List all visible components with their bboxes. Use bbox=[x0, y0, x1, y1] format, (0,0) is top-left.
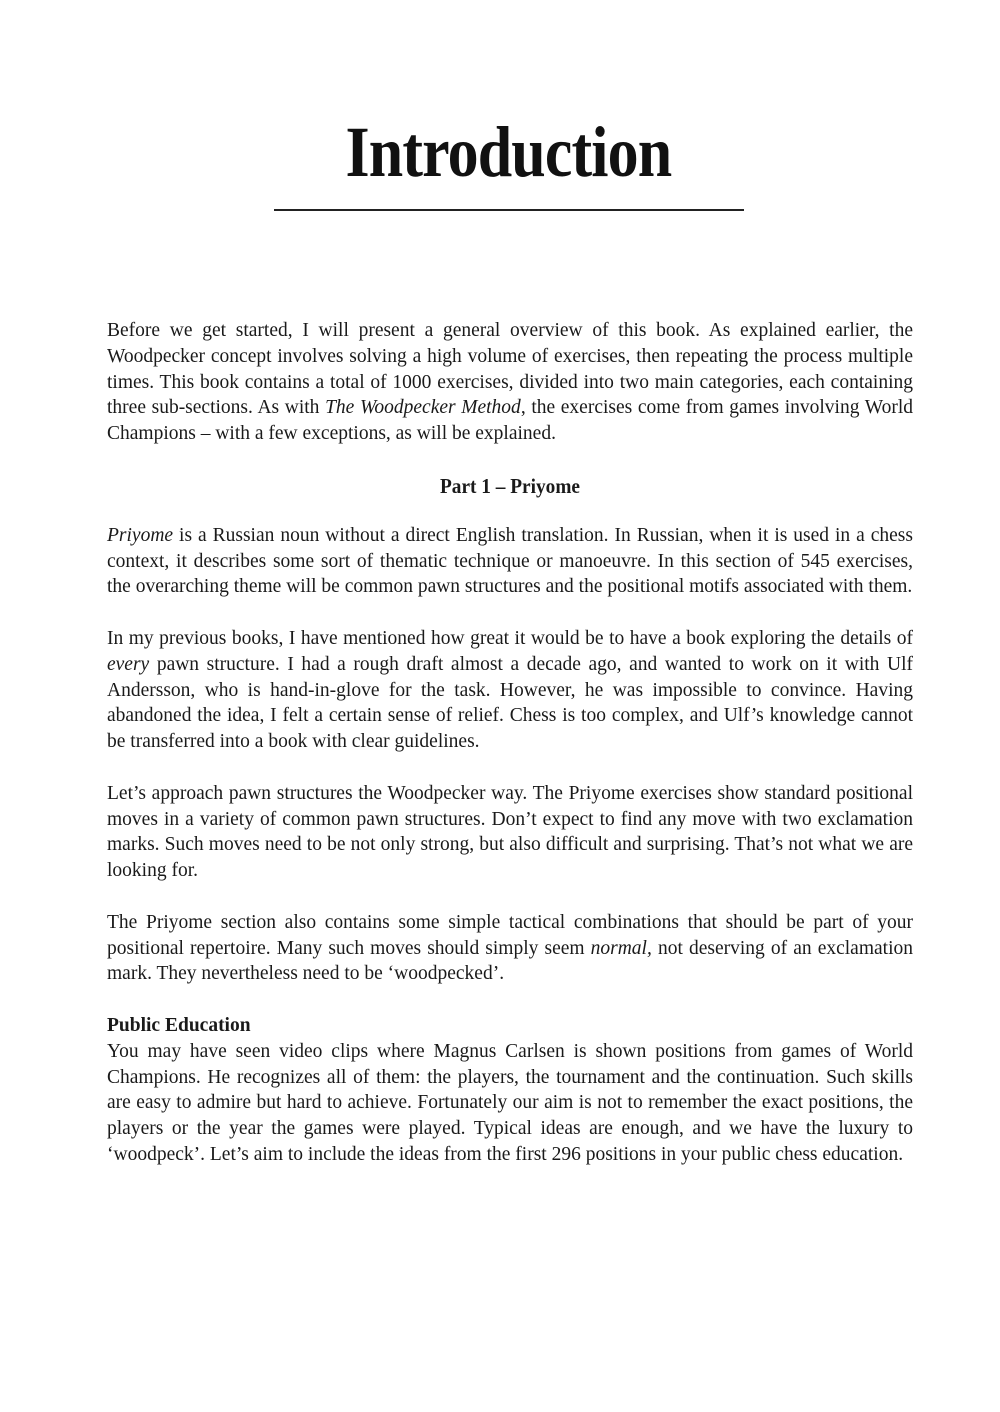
section-public-education bbox=[107, 1013, 913, 1168]
part-1-heading: Part 1 – Priyome bbox=[439, 473, 581, 498]
paragraph-overview-text-a: Before we get started, I will present a general overview of this book. As explained earlier, the Woodpecker concept involves solving a high volume of exercises, then repeating the process multiple times. This book contains a total of 1000 exercises, divided into two main categories, each containing three sub-sections. As with bbox=[107, 320, 913, 419]
paragraph-previous-books bbox=[107, 626, 913, 755]
chapter-body bbox=[107, 318, 913, 1168]
paragraph-tactical-combinations-text-a: The Priyome section also contains some simple tactical combinations that should be part of your positional repertoire. Many such moves should simply seem bbox=[107, 911, 913, 959]
paragraph-previous-books-text-b: pawn structure. I had a rough draft almost a decade ago, and wanted to work on it with Ulf Andersson, who is hand-in-glove for the task. However, he was impossible to convince. Having abandoned the idea, I felt a certain sense of relief. Chess is too complex, and Ulf’s knowledge cannot be transferred into a book with clear guidelines. bbox=[107, 653, 913, 753]
paragraph-overview bbox=[107, 318, 913, 447]
book-title-reference: The Woodpecker Method bbox=[325, 397, 521, 419]
title-underline bbox=[274, 209, 744, 211]
paragraph-previous-books-text-a: In my previous books, I have mentioned how great it would be to have a book exploring the details of bbox=[107, 627, 913, 649]
public-education-heading: Public Education bbox=[107, 1014, 251, 1036]
normal-emphasis: normal, bbox=[590, 937, 652, 959]
paragraph-woodpecker-way: Let’s approach pawn structures the Woodpecker way. The Priyome exercises show standard positional moves in a variety of common pawn structures. Don’t expect to find any move with two exclamation marks. Such moves need to be not only strong, but also difficult and surprising. That’s not what we are looking for. bbox=[107, 782, 913, 882]
paragraph-tactical-combinations bbox=[107, 910, 913, 987]
paragraph-tactical-combinations-text-b: not deserving of an exclamation mark. They nevertheless need to be ‘woodpecked’. bbox=[107, 937, 913, 985]
priyome-term: Priyome bbox=[107, 524, 174, 546]
paragraph-overview-text-b: , the exercises come from games involving World Champions – with a few exceptions, as will be explained. bbox=[107, 397, 914, 445]
paragraph-public-education: You may have seen video clips where Magnus Carlsen is shown positions from games of World Champions. He recognizes all of them: the players, the tournament and the continuation. Such skills are easy to admire but hard to achieve. Fortunately our aim is not to remember the exact positions, the players or the year the games were played. Typical ideas are enough, and we have the luxury to ‘woodpeck’. Let’s aim to include the ideas from the first 296 positions in your public chess education. bbox=[107, 1040, 913, 1165]
paragraph-priyome-definition-text: is a Russian noun without a direct English translation. In Russian, when it is used in a chess context, it describes some sort of thematic technique or manoeuvre. In this section of 545 exercises, the overarching theme will be common pawn structures and the positional motifs associated with them. bbox=[107, 524, 913, 598]
paragraph-priyome-definition bbox=[107, 523, 913, 600]
chapter-title: Introduction bbox=[345, 112, 672, 192]
every-emphasis: every bbox=[107, 653, 150, 675]
